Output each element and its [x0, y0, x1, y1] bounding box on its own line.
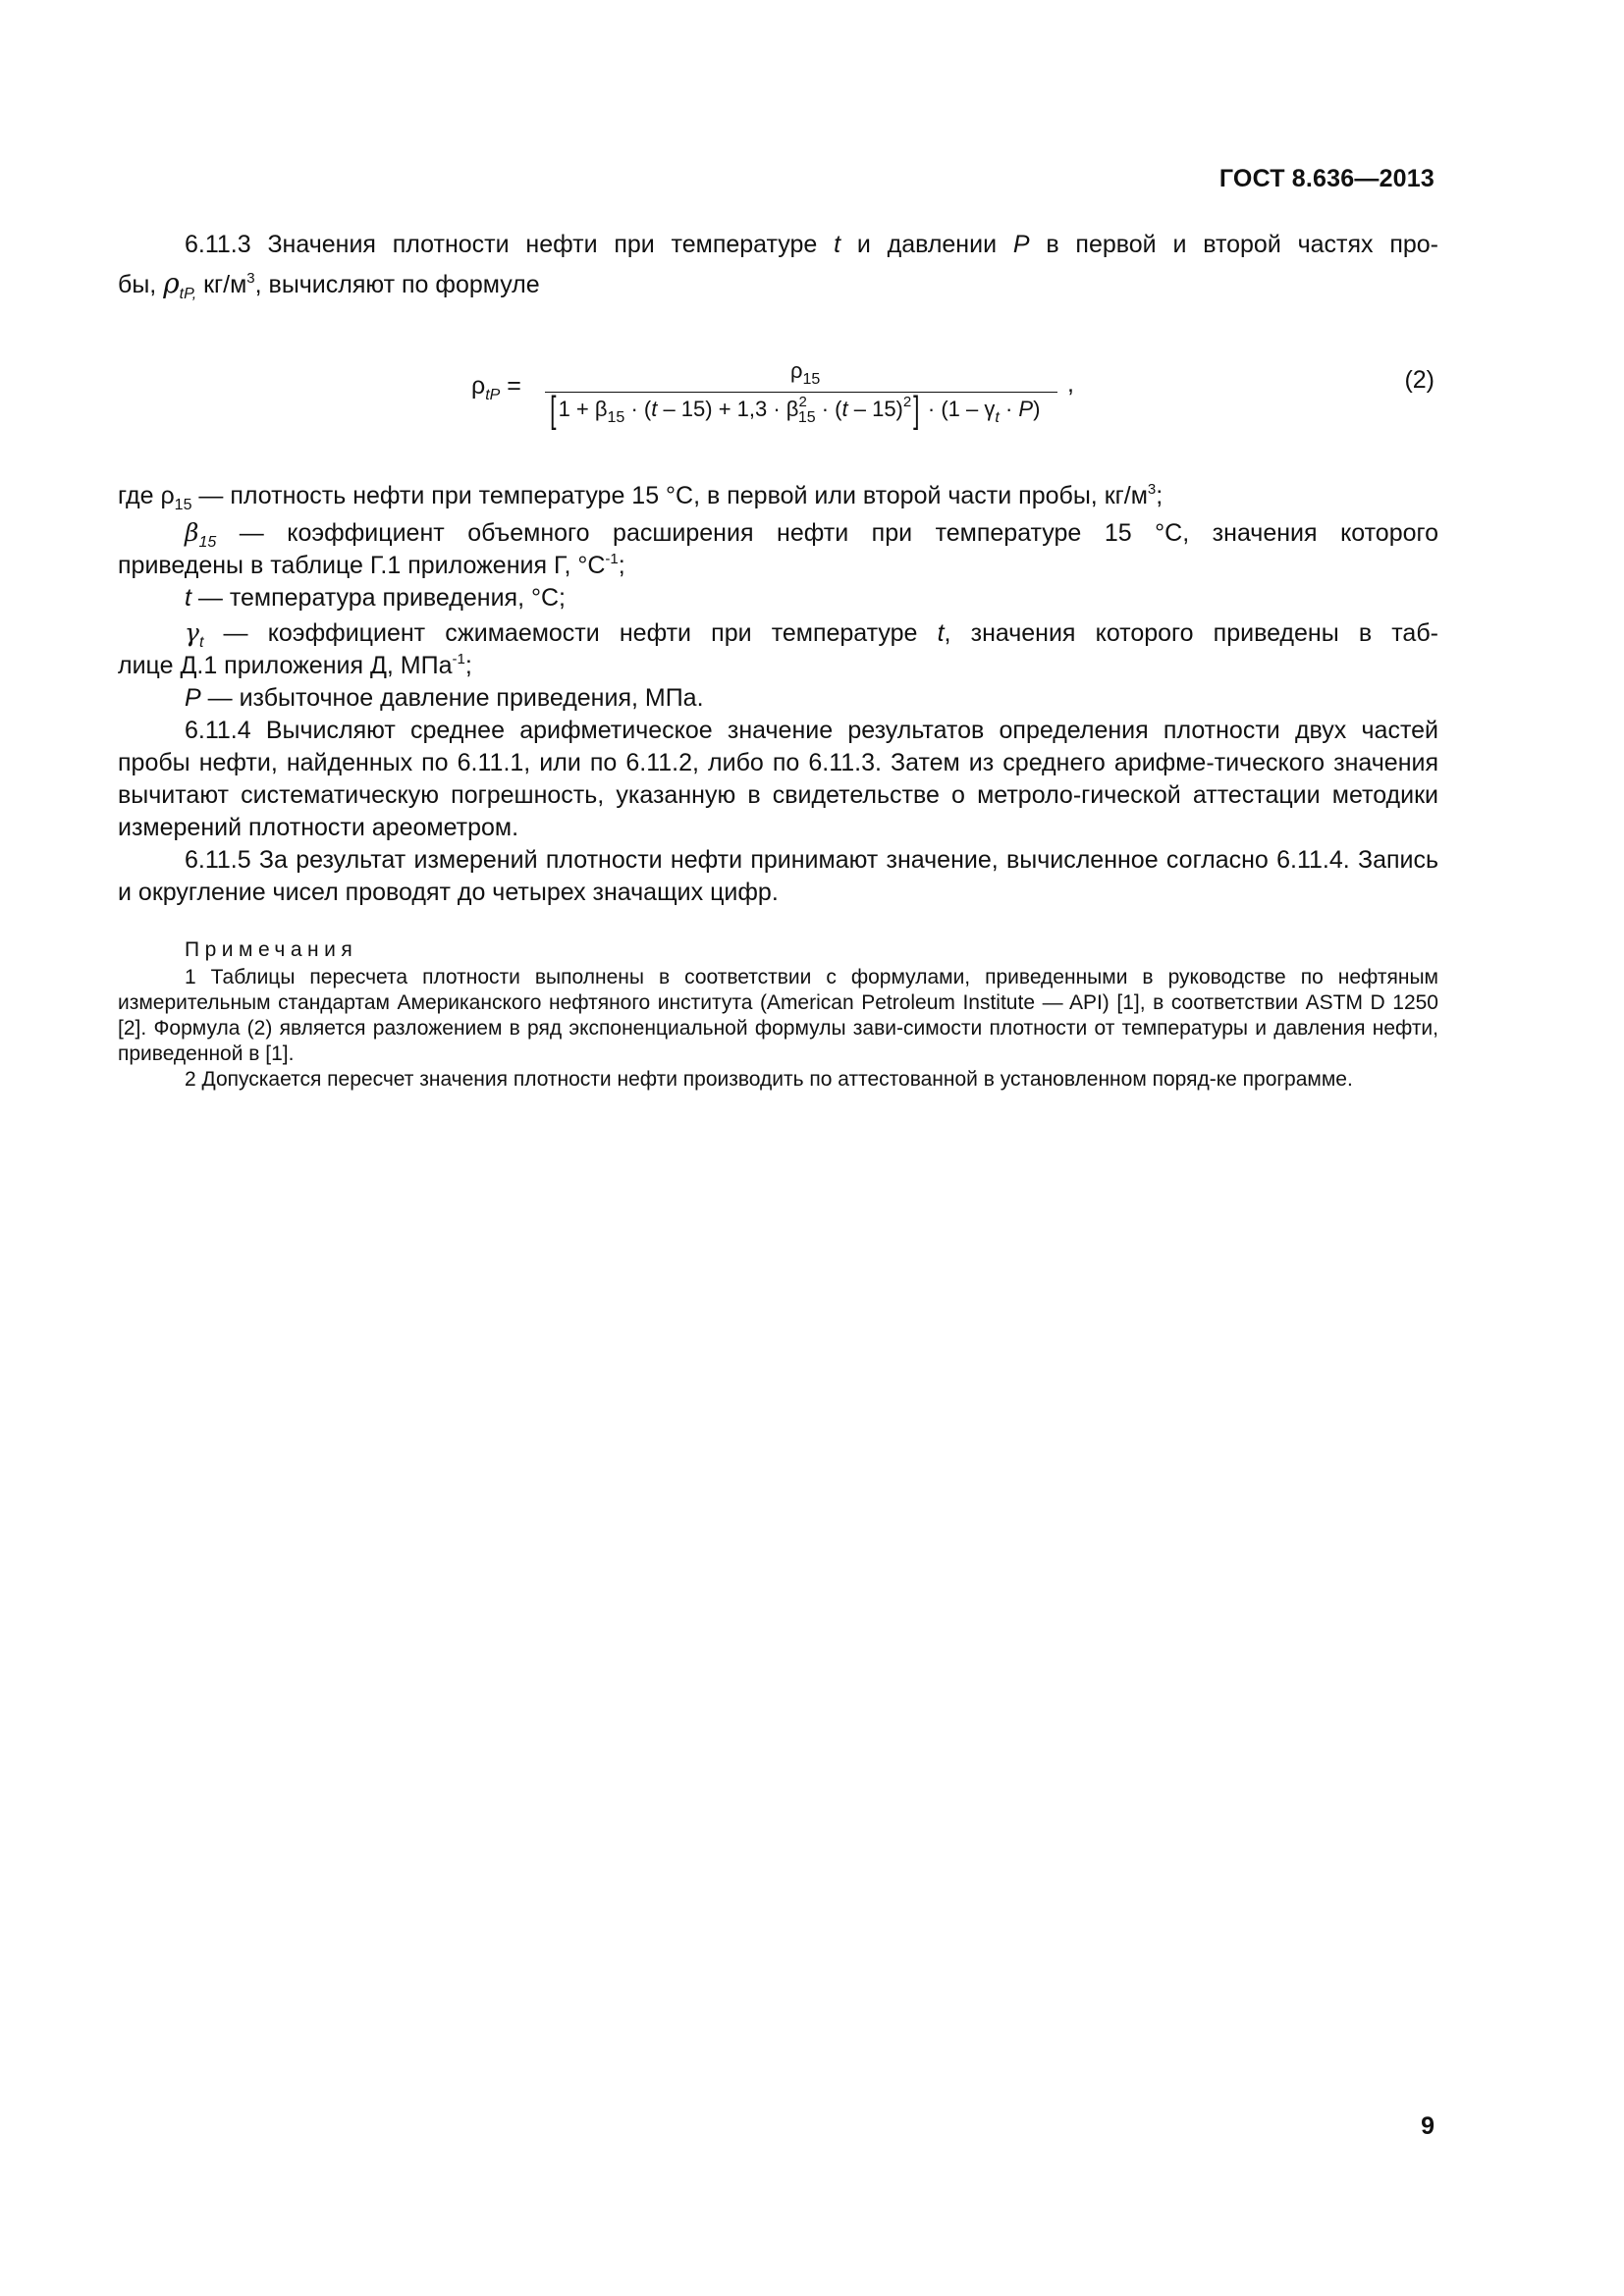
fraction-line: [545, 392, 1057, 393]
definition-rho15: где $\rho_{15}$ — плотность нефти при температуре 15 °С, в первой или второй части пробы, $кг/м^3$;: [118, 481, 1164, 513]
note-1: 1 Таблицы пересчета плотности выполнены в соответствии с формулами, приведенными в руководстве по нефтяным измерительным стандартам Американского нефтяного института (American Petroleum Institute — API) [1], в соответствии ASTM D 1250 [2]. Формула (2) является разложением в ряд экспоненциальной формулы зави-симости плотности от температуры и давления нефти, приведенной в [1].: [118, 966, 1438, 1065]
formula-numerator: $\rho_{15}$: [790, 358, 821, 388]
section-6-11-3-line2: бы, $\rho_{tP,}$ $кг/м^3$, вычисляют по формуле: [118, 267, 540, 302]
page-number: 9: [1421, 2112, 1435, 2140]
formula-lhs: $\rho_{tP}$ =: [471, 372, 521, 403]
definition-gamma: $\gamma_t$ — коэффициент сжимаемости нефти при температуре t, значения которого приведены в таб- лице Д.1 приложения Д, МПа$^{-1}$;: [118, 618, 1438, 679]
section-6-11-4: 6.11.4 Вычисляют среднее арифметическое значение результатов определения плотности двух частей пробы нефти, найденных по 6.11.1, или по 6.11.2, либо по 6.11.3. Затем из среднего арифме-тического значения вычитают систематическую погрешность, указанную в свидетельстве о метроло-гической аттестации методики измерений плотности ареометром.: [118, 717, 1438, 841]
section-6-11-5: 6.11.5 За результат измерений плотности нефти принимают значение, вычисленное согласно 6.11.4. Запись и округление чисел проводят до четырех значащих цифр.: [118, 846, 1438, 906]
rho-symbol: ρ: [163, 267, 180, 299]
section-6-11-3: [118, 229, 1438, 301]
definition-beta: $\beta_{15}$ — коэффициент объемного расширения нефти при температуре 15 °С, значения которого приведены в таблице Г.1 приложения Г, $^\circ С^{-1}$;: [118, 518, 1438, 579]
notes-title: Примечания: [185, 938, 358, 961]
section-6-11-3-line1: 6.11.3 Значения плотности нефти при температуре t и давлении P в первой и второй частях про-: [185, 231, 1438, 258]
notes-block: [118, 937, 1438, 1093]
note-2: 2 Допускается пересчет значения плотности нефти производить по аттестованной в установленном поряд-ке программе.: [185, 1068, 1353, 1091]
equation-number: (2): [1404, 366, 1435, 394]
definition-t: t — температура приведения, °С;: [185, 584, 566, 612]
formula-denominator: $[1 + \beta_{15} \cdot (t - 15) + 1,3 \cdot \beta^2_{15} \cdot (t - 15)^2] \cdot (1 - \gamma_t \cdot P)$: [550, 390, 1041, 431]
definitions: [118, 480, 1438, 909]
standard-header: ГОСТ 8.636—2013: [1218, 165, 1435, 192]
density-formula: $\rho_{tP}$ = $\rho_{15}$ $[1 + \beta_{15} \cdot (t - 15) + 1,3 \cdot \beta^2_{15} \cdot (t - 15)^2] \cdot (1 - \gamma_t \cdot P)$ ,: [471, 358, 1074, 431]
definition-P: P — избыточное давление приведения, МПа.: [185, 684, 704, 712]
